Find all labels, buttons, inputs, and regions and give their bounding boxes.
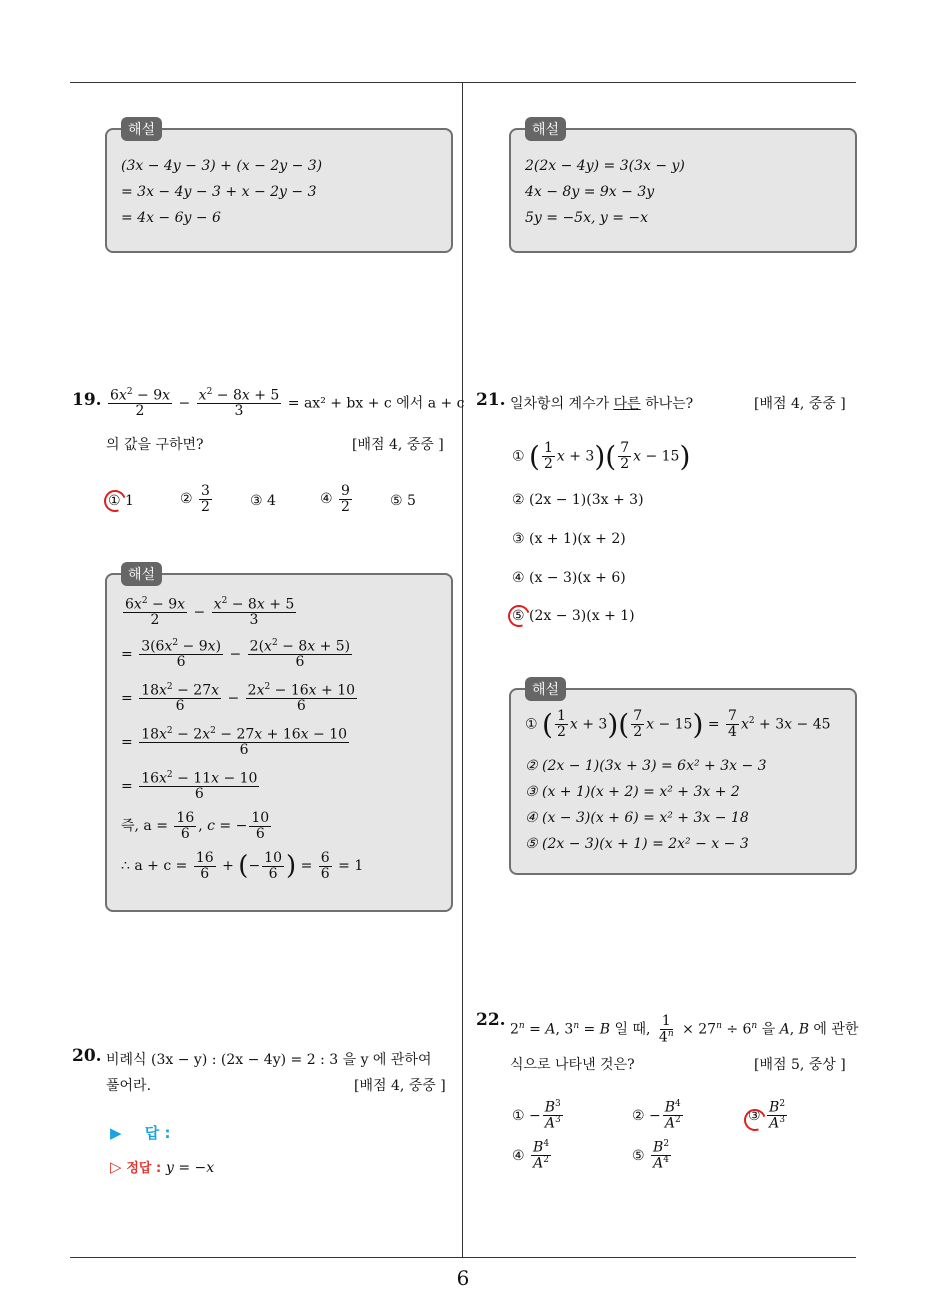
solution-box-q18: [509, 122, 857, 253]
choice-label: ④: [320, 491, 333, 508]
question-19-line2: 의 값을 구하면?: [106, 437, 204, 453]
solution-line: ④ (x − 3)(x + 6) = x² + 3x − 18: [525, 810, 749, 826]
solution-line: ⑤ (2x − 3)(x + 1) = 2x² − x − 3: [525, 836, 749, 852]
answer-row[interactable]: [110, 1122, 171, 1143]
question-number-20: 20.: [72, 1046, 102, 1066]
solution-step-3: = $\frac{18x^2 - 27x}{6}$ − $\frac{2x^2 - 16x + 10}{6}$: [121, 682, 356, 715]
top-rule: [70, 82, 856, 83]
solution-step-1: $\frac{6x^2 - 9x}{2}$ − $\frac{x^2 - 8x + 5}{3}$: [125, 596, 295, 629]
solution-step-4: = $\frac{18x^2 - 2x^2 - 27x + 16x - 10}{6}$: [121, 726, 348, 759]
question-22-line1: $2^n = A$, $3^n = B$ 일 때, $\frac{1}{4^n}$ × $27^n \div 6^n$ 을 A, B 에 관한: [510, 1013, 859, 1046]
fraction: $\frac{x^2 - 8x + 5}{3}$: [198, 387, 280, 420]
question-number-21: 21.: [476, 390, 506, 410]
solution-box-q17: [105, 122, 453, 253]
question-19-meta: [배점 4, 중중 ]: [352, 437, 444, 453]
solution-step-5: = $\frac{16x^2 - 11x - 10}{6}$: [121, 770, 258, 803]
column-divider: [462, 82, 463, 1258]
solution-box-q19: [105, 567, 453, 912]
solution-tag: 해설: [525, 677, 566, 701]
choice-21-3[interactable]: ③ (x + 1)(x + 2): [512, 531, 626, 547]
choice-21-4[interactable]: ④ (x − 3)(x + 6): [512, 570, 626, 586]
choice-21-2[interactable]: ② (2x − 1)(3x + 3): [512, 492, 644, 508]
solution-step-2: = $\frac{3(6x^2 - 9x)}{6}$ − $\frac{2(x^2 - 8x + 5)}{6}$: [121, 638, 351, 671]
fraction: $\frac{9}{2}$: [341, 483, 350, 515]
choice-19-1[interactable]: ① 1: [108, 493, 134, 509]
question-19-text: = ax² + bx + c 에서 a + c: [287, 395, 465, 412]
question-number-22: 22.: [476, 1010, 506, 1030]
solution-line: 4x − 8y = 9x − 3y: [525, 184, 655, 200]
fraction: $\frac{3}{2}$: [201, 483, 210, 515]
question-20-line2: 풀어라.: [106, 1078, 152, 1094]
solution-tag: 해설: [121, 562, 162, 586]
question-21-meta: [배점 4, 중중 ]: [754, 396, 846, 412]
question-20-meta: [배점 4, 중중 ]: [354, 1078, 446, 1094]
choice-21-1[interactable]: ① ( $\frac{1}{2}$ x + 3)( $\frac{7}{2}$ x − 15): [512, 440, 691, 473]
question-21-text: 일차항의 계수가 다른 하나는?: [510, 396, 694, 412]
solution-line: 5y = −5x, y = −x: [525, 210, 649, 226]
play-icon: ▶: [110, 1124, 122, 1142]
solution-line: = 3x − 4y − 3 + x − 2y − 3: [121, 184, 317, 200]
bottom-rule: [70, 1257, 856, 1258]
choice-19-3[interactable]: ③ 4: [250, 493, 276, 509]
choice-19-2[interactable]: [180, 484, 214, 514]
question-22-line2: 식으로 나타낸 것은?: [510, 1057, 635, 1073]
choice-22-5[interactable]: ⑤ $\frac{B^2}{A^4}$: [632, 1139, 670, 1172]
fraction: $\frac{6x^2 - 9x}{2}$: [110, 387, 171, 420]
choice-22-1[interactable]: ① − $\frac{B^3}{A^3}$: [512, 1099, 561, 1132]
choice-21-5[interactable]: ⑤ (2x − 3)(x + 1): [512, 608, 635, 624]
answer-mark-icon: [100, 486, 129, 515]
choice-22-2[interactable]: ② − $\frac{B^4}{A^2}$: [632, 1099, 681, 1132]
correct-value: y = −x: [165, 1160, 215, 1176]
question-20-line1: 비례식 (3x − y) : (2x − 4y) = 2 : 3 을 y 에 관하여: [106, 1052, 432, 1068]
solution-line: ③ (x + 1)(x + 2) = x² + 3x + 2: [525, 784, 740, 800]
answer-label: 답 :: [144, 1124, 171, 1142]
choice-label: ②: [180, 491, 193, 508]
solution-step-7: ∴ a + c = $\frac{16}{6}$ + (− $\frac{10}{6}$ ) = $\frac{6}{6}$ = 1: [121, 850, 364, 882]
choice-19-4[interactable]: [320, 484, 354, 514]
correct-label: 정답 :: [126, 1161, 162, 1176]
solution-line: ① ( $\frac{1}{2}$ x + 3)( $\frac{7}{2}$ x − 15) = $\frac{7}{4}$ $x^2 + 3x - 45$: [525, 708, 831, 741]
solution-step-6: 즉, a = $\frac{16}{6}$ , c = − $\frac{10}{6}$: [121, 810, 270, 842]
question-number-19: 19.: [72, 390, 102, 410]
page-number: 6: [456, 1266, 470, 1290]
solution-box-q21: [509, 682, 857, 875]
choice-19-5[interactable]: ⑤ 5: [390, 493, 416, 509]
question-19-expression: $\frac{6x^2 - 9x}{2}$ − $\frac{x^2 - 8x + 5}{3}$ = ax² + bx + c 에서 a + c: [110, 387, 465, 420]
triangle-icon: ▷: [110, 1158, 122, 1176]
solution-line: = 4x − 6y − 6: [121, 210, 221, 226]
choice-22-4[interactable]: ④ $\frac{B^4}{A^2}$: [512, 1139, 550, 1172]
choice-label: ①: [512, 448, 525, 465]
correct-answer-row: [110, 1157, 214, 1176]
solution-tag: 해설: [121, 117, 162, 141]
choice-22-3[interactable]: ③ $\frac{B^2}{A^3}$: [748, 1099, 786, 1132]
solution-line: 2(2x − 4y) = 3(3x − y): [525, 158, 685, 174]
question-22-meta: [배점 5, 중상 ]: [754, 1057, 846, 1073]
answer-mark-icon: [504, 601, 533, 630]
solution-line: (3x − 4y − 3) + (x − 2y − 3): [121, 158, 323, 174]
solution-line: ② (2x − 1)(3x + 3) = 6x² + 3x − 3: [525, 758, 767, 774]
solution-tag: 해설: [525, 117, 566, 141]
